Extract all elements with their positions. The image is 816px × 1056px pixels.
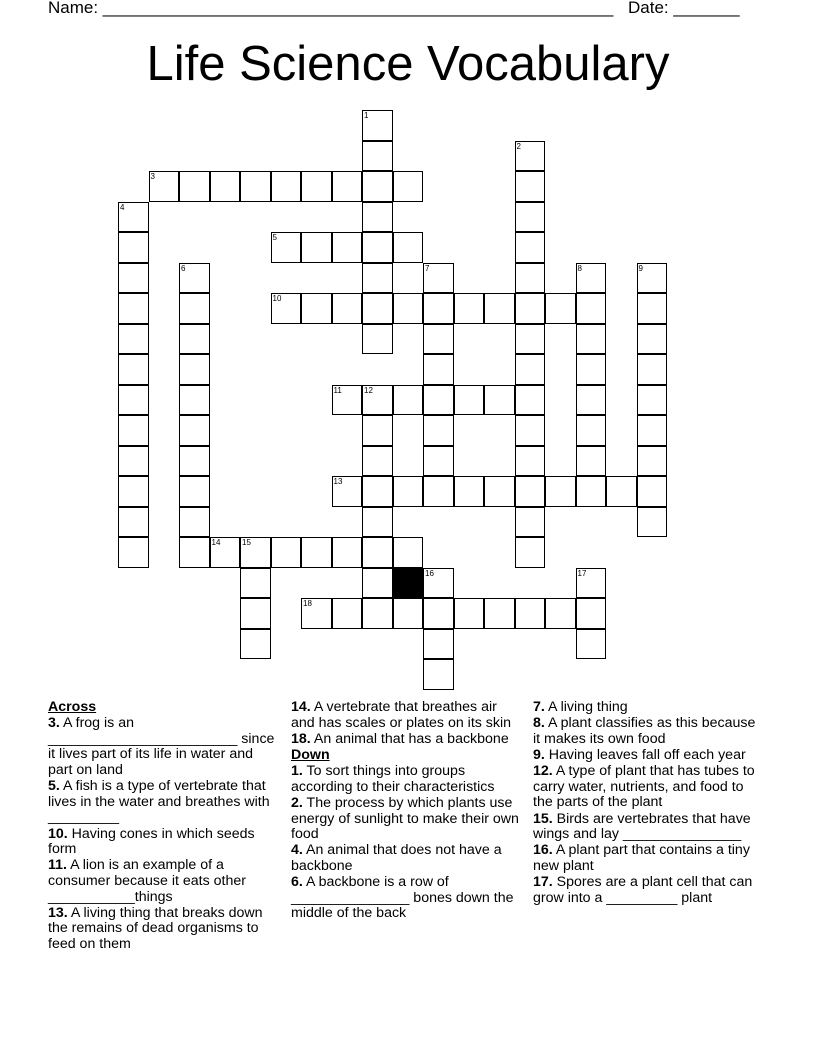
grid-cell[interactable]: [393, 171, 424, 202]
clue-across-13: 13. A living thing that breaks down the remains of dead organisms to feed on them: [48, 904, 263, 952]
grid-cell[interactable]: [118, 354, 149, 385]
grid-clue-number: 8: [577, 263, 582, 273]
grid-cell[interactable]: [637, 476, 668, 507]
grid-cell[interactable]: [118, 232, 149, 263]
grid-cell[interactable]: [332, 537, 363, 568]
grid-cell[interactable]: [362, 507, 393, 538]
clue-column-3: [533, 700, 765, 907]
grid-cell[interactable]: [362, 171, 393, 202]
grid-cell[interactable]: [515, 415, 546, 446]
clue-across-5: 5. A fish is a type of vertebrate that lives in the water and breathes with _________: [48, 778, 270, 826]
grid-cell[interactable]: [515, 385, 546, 416]
grid-cell[interactable]: [332, 476, 363, 507]
grid-cell[interactable]: [423, 476, 454, 507]
grid-cell[interactable]: [362, 202, 393, 233]
grid-clue-number: 13: [333, 477, 343, 486]
grid-cell[interactable]: [362, 232, 393, 263]
clue-down-16: 16. A plant part that contains a tiny new plant: [533, 842, 750, 874]
grid-cell[interactable]: [332, 598, 363, 629]
grid-clue-number: 4: [120, 202, 125, 212]
grid-cell[interactable]: [515, 293, 546, 324]
grid-cell[interactable]: [179, 354, 210, 385]
grid-cell[interactable]: [118, 385, 149, 416]
grid-cell[interactable]: [637, 415, 668, 446]
clue-down-9: 9. Having leaves fall off each year: [533, 746, 746, 763]
grid-cell[interactable]: [454, 385, 485, 416]
clue-across-18: 18. An animal that has a backbone: [291, 730, 509, 747]
grid-cell[interactable]: [301, 232, 332, 263]
clue-column-1: [48, 700, 280, 953]
grid-cell[interactable]: [393, 293, 424, 324]
date-field-label[interactable]: Date: _______: [628, 0, 740, 17]
grid-black-square: [393, 568, 424, 599]
grid-clue-number: 10: [272, 294, 282, 303]
grid-cell[interactable]: [423, 659, 454, 690]
grid-cell[interactable]: [576, 263, 607, 294]
grid-cell[interactable]: [210, 171, 241, 202]
grid-cell[interactable]: [240, 568, 271, 599]
grid-cell[interactable]: [362, 324, 393, 355]
grid-cell[interactable]: [179, 263, 210, 294]
grid-clue-number: 7: [425, 263, 430, 273]
across-heading: Across: [48, 699, 97, 715]
grid-cell[interactable]: [515, 476, 546, 507]
grid-cell[interactable]: [393, 232, 424, 263]
grid-cell[interactable]: [423, 629, 454, 660]
grid-cell[interactable]: [240, 598, 271, 629]
grid-cell[interactable]: [637, 324, 668, 355]
grid-cell[interactable]: [637, 263, 668, 294]
grid-cell[interactable]: [576, 385, 607, 416]
grid-cell[interactable]: [362, 110, 393, 141]
grid-cell[interactable]: [240, 537, 271, 568]
name-field-label[interactable]: Name: ______________________________________________________: [48, 0, 614, 17]
grid-clue-number: 18: [303, 599, 312, 608]
grid-cell[interactable]: [576, 415, 607, 446]
grid-cell[interactable]: [118, 202, 149, 233]
grid-cell[interactable]: [515, 507, 546, 538]
grid-cell[interactable]: [271, 171, 302, 202]
clue-down-2: 2. The process by which plants use energy of sunlight to make their own food: [291, 794, 519, 843]
grid-cell[interactable]: [179, 385, 210, 416]
grid-cell[interactable]: [454, 476, 485, 507]
grid-cell[interactable]: [515, 537, 546, 568]
grid-clue-number: 14: [211, 538, 221, 547]
grid-clue-number: 11: [333, 385, 342, 395]
grid-cell[interactable]: [393, 476, 424, 507]
grid-cell[interactable]: [118, 324, 149, 355]
grid-cell[interactable]: [118, 293, 149, 324]
grid-cell[interactable]: [576, 446, 607, 477]
clue-down-7: 7. A living thing: [533, 699, 628, 715]
grid-cell[interactable]: [210, 537, 241, 568]
grid-cell[interactable]: [423, 263, 454, 294]
grid-cell[interactable]: [179, 324, 210, 355]
grid-clue-number: 17: [577, 568, 587, 578]
clue-across-14: 14. A vertebrate that breathes air and has scales or plates on its skin: [291, 699, 512, 731]
grid-cell[interactable]: [484, 293, 515, 324]
grid-clue-number: 15: [242, 538, 251, 547]
grid-cell[interactable]: [118, 537, 149, 568]
grid-cell[interactable]: [515, 324, 546, 355]
clue-down-15: 15. Birds are vertebrates that have wings and lay _______________: [533, 810, 751, 843]
grid-cell[interactable]: [637, 385, 668, 416]
grid-clue-number: 12: [364, 385, 373, 395]
grid-cell[interactable]: [423, 598, 454, 629]
grid-cell[interactable]: [301, 537, 332, 568]
clue-down-12: 12. A type of plant that has tubes to carry water, nutrients, and food to the parts of the plant: [533, 763, 755, 811]
page-title: Life Science Vocabulary: [146, 37, 670, 91]
grid-cell[interactable]: [637, 507, 668, 538]
clue-down-17: 17. Spores are a plant cell that can grow into a _________ plant: [533, 874, 753, 906]
grid-cell[interactable]: [515, 263, 546, 294]
clue-across-3: 3. A frog is an ________________________ since it lives part of its life in water and part on land: [48, 715, 275, 778]
grid-cell[interactable]: [606, 476, 637, 507]
grid-cell[interactable]: [393, 537, 424, 568]
grid-cell[interactable]: [362, 415, 393, 446]
clue-down-1: 1. To sort things into groups according to their characteristics: [291, 763, 495, 795]
grid-cell[interactable]: [484, 476, 515, 507]
grid-cell[interactable]: [515, 598, 546, 629]
grid-cell[interactable]: [179, 446, 210, 477]
grid-cell[interactable]: [301, 293, 332, 324]
grid-cell[interactable]: [179, 415, 210, 446]
grid-cell[interactable]: [118, 263, 149, 294]
grid-cell[interactable]: [393, 385, 424, 416]
grid-cell[interactable]: [637, 293, 668, 324]
grid-cell[interactable]: [637, 446, 668, 477]
grid-cell[interactable]: [240, 629, 271, 660]
grid-cell[interactable]: [362, 537, 393, 568]
grid-cell[interactable]: [576, 293, 607, 324]
grid-cell[interactable]: [576, 354, 607, 385]
grid-cell[interactable]: [118, 476, 149, 507]
grid-cell[interactable]: [515, 446, 546, 477]
grid-clue-number: 16: [425, 568, 434, 578]
grid-cell[interactable]: [362, 598, 393, 629]
grid-clue-number: 9: [638, 263, 643, 273]
grid-cell[interactable]: [576, 324, 607, 355]
grid-cell[interactable]: [576, 598, 607, 629]
grid-cell[interactable]: [545, 293, 576, 324]
grid-cell[interactable]: [515, 354, 546, 385]
grid-cell[interactable]: [423, 324, 454, 355]
grid-cell[interactable]: [179, 507, 210, 538]
grid-cell[interactable]: [240, 171, 271, 202]
grid-clue-number: 6: [181, 263, 186, 273]
grid-cell[interactable]: [271, 232, 302, 263]
grid-cell[interactable]: [301, 171, 332, 202]
grid-cell[interactable]: [576, 568, 607, 599]
grid-cell[interactable]: [454, 598, 485, 629]
grid-cell[interactable]: [515, 202, 546, 233]
grid-cell[interactable]: [179, 293, 210, 324]
clue-down-6: 6. A backbone is a row of _______________ bones down the middle of the back: [291, 874, 514, 922]
grid-cell[interactable]: [118, 415, 149, 446]
grid-cell[interactable]: [118, 507, 149, 538]
grid-cell[interactable]: [332, 385, 363, 416]
grid-cell[interactable]: [454, 293, 485, 324]
grid-cell[interactable]: [179, 537, 210, 568]
grid-cell[interactable]: [576, 476, 607, 507]
grid-cell[interactable]: [362, 476, 393, 507]
grid-cell[interactable]: [393, 598, 424, 629]
clue-down-4: 4. An animal that does not have a backbone: [291, 842, 502, 874]
grid-cell[interactable]: [545, 598, 576, 629]
grid-cell[interactable]: [179, 476, 210, 507]
grid-cell[interactable]: [332, 171, 363, 202]
grid-cell[interactable]: [637, 354, 668, 385]
grid-cell[interactable]: [515, 232, 546, 263]
grid-cell[interactable]: [301, 598, 332, 629]
grid-cell[interactable]: [362, 263, 393, 294]
grid-cell[interactable]: [118, 446, 149, 477]
grid-clue-number: 2: [516, 141, 521, 151]
grid-cell[interactable]: [423, 293, 454, 324]
grid-cell[interactable]: [362, 385, 393, 416]
grid-cell[interactable]: [515, 141, 546, 172]
grid-cell[interactable]: [362, 446, 393, 477]
grid-cell[interactable]: [576, 629, 607, 660]
grid-cell[interactable]: [545, 476, 576, 507]
grid-clue-number: 1: [364, 111, 369, 120]
clue-across-10: 10. Having cones in which seeds form: [48, 825, 255, 858]
clue-column-2: [291, 700, 523, 922]
down-heading: Down: [291, 746, 330, 763]
grid-cell[interactable]: [271, 537, 302, 568]
grid-cell[interactable]: [362, 141, 393, 172]
grid-cell[interactable]: [423, 354, 454, 385]
grid-cell[interactable]: [423, 446, 454, 477]
clue-down-8: 8. A plant classifies as this because it makes its own food: [533, 715, 756, 747]
grid-cell[interactable]: [515, 171, 546, 202]
grid-cell[interactable]: [423, 385, 454, 416]
grid-cell[interactable]: [484, 385, 515, 416]
grid-cell[interactable]: [332, 293, 363, 324]
grid-cell[interactable]: [179, 171, 210, 202]
grid-clue-number: 3: [150, 172, 155, 181]
clue-across-11: 11. A lion is an example of a consumer because it eats other ___________things: [48, 857, 246, 905]
grid-cell[interactable]: [362, 568, 393, 599]
grid-cell[interactable]: [362, 293, 393, 324]
grid-clue-number: 5: [272, 233, 277, 242]
grid-cell[interactable]: [271, 293, 302, 324]
grid-cell[interactable]: [332, 232, 363, 263]
grid-cell[interactable]: [423, 415, 454, 446]
grid-cell[interactable]: [484, 598, 515, 629]
grid-cell[interactable]: [149, 171, 180, 202]
grid-cell[interactable]: [423, 568, 454, 599]
